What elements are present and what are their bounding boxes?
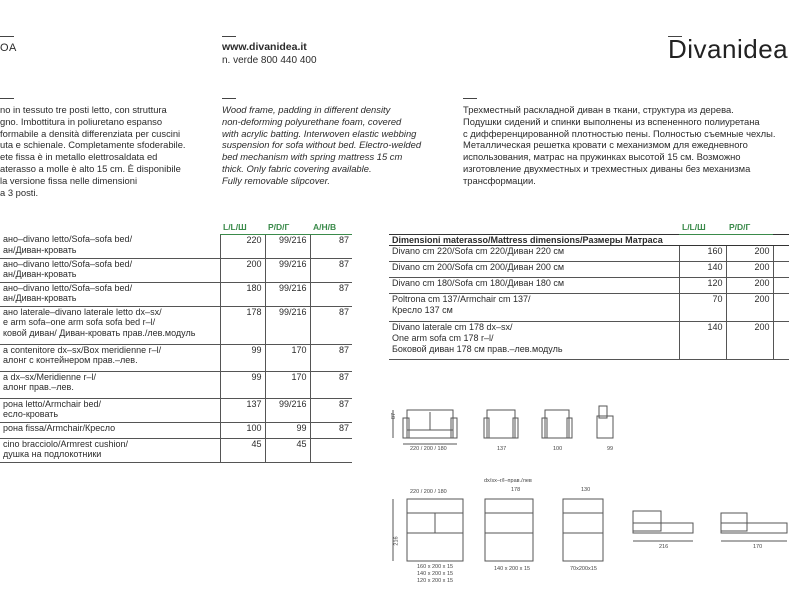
label-line: One arm sofa cm 178 r–l/ bbox=[392, 333, 494, 344]
meridienne-side-back bbox=[721, 513, 747, 531]
label-line: ан/Диван-кровать bbox=[3, 293, 77, 304]
mattress-sofa-2: 140 x 200 x 15 bbox=[417, 571, 454, 577]
cell-empty bbox=[773, 278, 789, 294]
label-line: Divano cm 180/Sofa cm 180/Диван 180 см bbox=[392, 278, 565, 289]
product-label bbox=[0, 438, 220, 462]
cell-l: 100 bbox=[220, 422, 265, 438]
label-line: Poltrona cm 137/Armchair cm 137/ bbox=[392, 294, 531, 305]
section-rule bbox=[463, 98, 477, 99]
mattress-table bbox=[389, 222, 789, 360]
side-unit-outline bbox=[597, 416, 613, 438]
col-header-height: A/H/B bbox=[310, 222, 352, 234]
label-line: а dx–sx/Meridienne r–l/ bbox=[3, 371, 97, 382]
product-label bbox=[0, 422, 220, 438]
cell-p: 170 bbox=[265, 344, 310, 371]
cell-p: 45 bbox=[265, 438, 310, 462]
table-row bbox=[0, 258, 352, 282]
header-rule bbox=[0, 36, 14, 37]
col-header-depth: P/D/Г bbox=[726, 222, 773, 234]
armchair-bed-outline bbox=[487, 410, 515, 438]
label-line: ано–divano letto/Sofa–sofa bed/ bbox=[3, 258, 133, 269]
products-table bbox=[0, 222, 352, 463]
label-line: алонг прав.–лев. bbox=[3, 382, 74, 393]
label-line: рона letto/Armchair bed/ bbox=[3, 398, 102, 409]
plan-side-label: dx/sx–r/l–прав./лев bbox=[484, 478, 532, 484]
plan-178-label: 178 bbox=[511, 487, 521, 493]
mattress-chair: 70x200x15 bbox=[570, 566, 597, 572]
side-170-label: 170 bbox=[753, 544, 763, 550]
product-label bbox=[0, 282, 220, 306]
cell-a: 87 bbox=[310, 344, 352, 371]
cell-l: 160 bbox=[679, 246, 726, 262]
cell-l: 220 bbox=[220, 234, 265, 258]
label-line: душка на подлокотники bbox=[3, 449, 102, 460]
cell-empty bbox=[773, 262, 789, 278]
product-label bbox=[0, 234, 220, 258]
col-header-depth: P/D/Г bbox=[265, 222, 310, 234]
label-line: Боковой диван 178 см прав.–лев.модуль bbox=[392, 343, 563, 354]
cell-a: 87 bbox=[310, 371, 352, 398]
armchair-bed-width-label: 137 bbox=[497, 446, 507, 452]
product-label bbox=[389, 322, 679, 360]
cell-empty bbox=[773, 294, 789, 322]
cell-l: 45 bbox=[220, 438, 265, 462]
cell-empty bbox=[773, 322, 789, 360]
section-rule bbox=[0, 98, 14, 99]
label-line: Divano laterale cm 178 dx–sx/ bbox=[392, 322, 513, 333]
table-row bbox=[389, 262, 789, 278]
label-line: Divano cm 220/Sofa cm 220/Диван 220 см bbox=[392, 246, 565, 257]
mattress-side: 140 x 200 x 15 bbox=[494, 566, 531, 572]
label-line: ано–divano letto/Sofa–sofa bed/ bbox=[3, 234, 133, 245]
label-line: а contenitore dx–sx/Box meridienne r–l/ bbox=[3, 344, 162, 355]
table-row bbox=[0, 371, 352, 398]
armchair-bed-plan-outline bbox=[563, 499, 603, 561]
mattress-table-title: Dimensioni materasso/Mattress dimensions/Размеры Матраса bbox=[389, 234, 789, 246]
label-line: ан/Диван-кровать bbox=[3, 244, 77, 255]
cell-a: 87 bbox=[310, 306, 352, 344]
cell-a: 87 bbox=[310, 422, 352, 438]
cell-l: 200 bbox=[220, 258, 265, 282]
mattress-sofa-3: 120 x 200 x 15 bbox=[417, 578, 454, 584]
product-label bbox=[0, 306, 220, 344]
table-row bbox=[389, 322, 789, 360]
cell-a: 87 bbox=[310, 282, 352, 306]
table-row bbox=[0, 306, 352, 344]
cell-p: 200 bbox=[726, 246, 773, 262]
description-english: Wood frame, padding in different density non-deforming polyurethane foam, covered with acrylic batting. Interwoven elastic webbing suspension for sofa without bed. Electro-welded bed mechanism with spring mattress 15 cm thick. Only fabric covering available. Fully removable slipcover. bbox=[222, 104, 422, 186]
front-widths-label: 220 / 200 / 180 bbox=[410, 446, 447, 452]
label-line: cino bracciolo/Armrest cushion/ bbox=[3, 438, 129, 449]
cell-p: 200 bbox=[726, 294, 773, 322]
product-label bbox=[389, 294, 679, 322]
plan-drawings bbox=[385, 493, 795, 573]
cell-l: 70 bbox=[679, 294, 726, 322]
table-row bbox=[0, 422, 352, 438]
product-label bbox=[0, 371, 220, 398]
cell-a bbox=[310, 438, 352, 462]
cell-p: 99/216 bbox=[265, 306, 310, 344]
table-row bbox=[0, 398, 352, 422]
col-header-length: L/L/Ш bbox=[679, 222, 726, 234]
side-unit-width-label: 99 bbox=[607, 446, 614, 452]
product-label bbox=[389, 246, 679, 262]
cell-p: 99 bbox=[265, 422, 310, 438]
cell-l: 99 bbox=[220, 344, 265, 371]
cell-p: 99/216 bbox=[265, 258, 310, 282]
label-line: ано laterale–divano laterale letto dx–sx/ bbox=[3, 306, 162, 317]
label-line: есло-кровать bbox=[3, 409, 59, 420]
brand-logo: Divanidea bbox=[668, 34, 789, 64]
cell-p: 200 bbox=[726, 262, 773, 278]
label-line: ковой диван/ Диван-кровать прав./лев.модуль bbox=[3, 328, 196, 339]
armchair-outline bbox=[545, 410, 569, 438]
sofa-arm-left bbox=[403, 418, 409, 438]
label-line: алонг с контейнером прав.–лев. bbox=[3, 355, 138, 366]
product-label bbox=[0, 344, 220, 371]
cell-empty bbox=[773, 246, 789, 262]
cell-p: 170 bbox=[265, 371, 310, 398]
plan-height-label: 216 bbox=[393, 536, 400, 546]
sofa-arm-right bbox=[451, 418, 457, 438]
mattress-sofa-1: 160 x 200 x 15 bbox=[417, 564, 454, 570]
cell-l: 137 bbox=[220, 398, 265, 422]
armchair-width-label: 100 bbox=[553, 446, 563, 452]
cell-p: 200 bbox=[726, 278, 773, 294]
plan-130-label: 130 bbox=[581, 487, 591, 493]
section-rule bbox=[222, 98, 236, 99]
plan-widths-label: 220 / 200 / 180 bbox=[410, 489, 447, 495]
cell-l: 180 bbox=[220, 282, 265, 306]
description-italian: no in tessuto tre posti letto, con struttura gno. Imbottitura in poliuretano espanso formabile a densità differenziata per cuscini uta e schienale. Completamente sfoderabile. ete fissa è in metallo elettrosaldata ed aterasso a molle è alto 15 cm. È disponibile la versione fissa nelle dimensioni a 3 posti. bbox=[0, 104, 186, 198]
table-row bbox=[389, 294, 789, 322]
cell-l: 140 bbox=[679, 322, 726, 360]
label-line: Divano cm 200/Sofa cm 200/Диван 200 см bbox=[392, 262, 565, 273]
product-label bbox=[0, 398, 220, 422]
label-line: рона fissa/Armchair/Кресло bbox=[3, 422, 116, 433]
cell-a: 87 bbox=[310, 398, 352, 422]
cell-p: 99/216 bbox=[265, 282, 310, 306]
table-row bbox=[0, 234, 352, 258]
phone-number: n. verde 800 440 400 bbox=[222, 55, 317, 66]
label-line: ан/Диван-кровать bbox=[3, 269, 77, 280]
cell-a: 87 bbox=[310, 258, 352, 282]
col-header-length: L/L/Ш bbox=[220, 222, 265, 234]
bed-side-profile-back bbox=[633, 511, 661, 531]
website-link[interactable]: www.divanidea.it bbox=[222, 41, 307, 53]
table-row bbox=[389, 246, 789, 262]
cell-l: 140 bbox=[679, 262, 726, 278]
side-sofa-plan-outline bbox=[485, 499, 533, 561]
cell-l: 99 bbox=[220, 371, 265, 398]
table-row bbox=[0, 344, 352, 371]
table-row bbox=[389, 278, 789, 294]
cell-p: 200 bbox=[726, 322, 773, 360]
label-line: Кресло 137 см bbox=[392, 305, 453, 316]
cell-l: 178 bbox=[220, 306, 265, 344]
product-label bbox=[0, 258, 220, 282]
cell-l: 120 bbox=[679, 278, 726, 294]
cell-a: 87 bbox=[310, 234, 352, 258]
side-216-label: 216 bbox=[659, 544, 669, 550]
description-russian: Трехместный раскладной диван в ткани, структура из дерева. Подушки сидений и спинки выполнены из вспененного полиуретана с дифференцированной плотностью пены. Полностью съемные чехлы. Металлическая решетка кровати с механизмом для ежедневного использования, матрас на пружинках высотой 15 см. Возможно изготовление двухместных и трехместных диваны без механизма трансформации. bbox=[463, 104, 776, 186]
front-height-label: 87 bbox=[391, 412, 398, 420]
cell-p: 99/216 bbox=[265, 234, 310, 258]
model-name: OA bbox=[0, 42, 17, 54]
cell-p: 99/216 bbox=[265, 398, 310, 422]
label-line: ано–divano letto/Sofa–sofa bed/ bbox=[3, 282, 133, 293]
table-row bbox=[0, 438, 352, 462]
table-row bbox=[0, 282, 352, 306]
header-rule bbox=[222, 36, 236, 37]
product-label bbox=[389, 278, 679, 294]
product-label bbox=[389, 262, 679, 278]
label-line: e arm sofa–one arm sofa sofa bed r–l/ bbox=[3, 317, 156, 328]
